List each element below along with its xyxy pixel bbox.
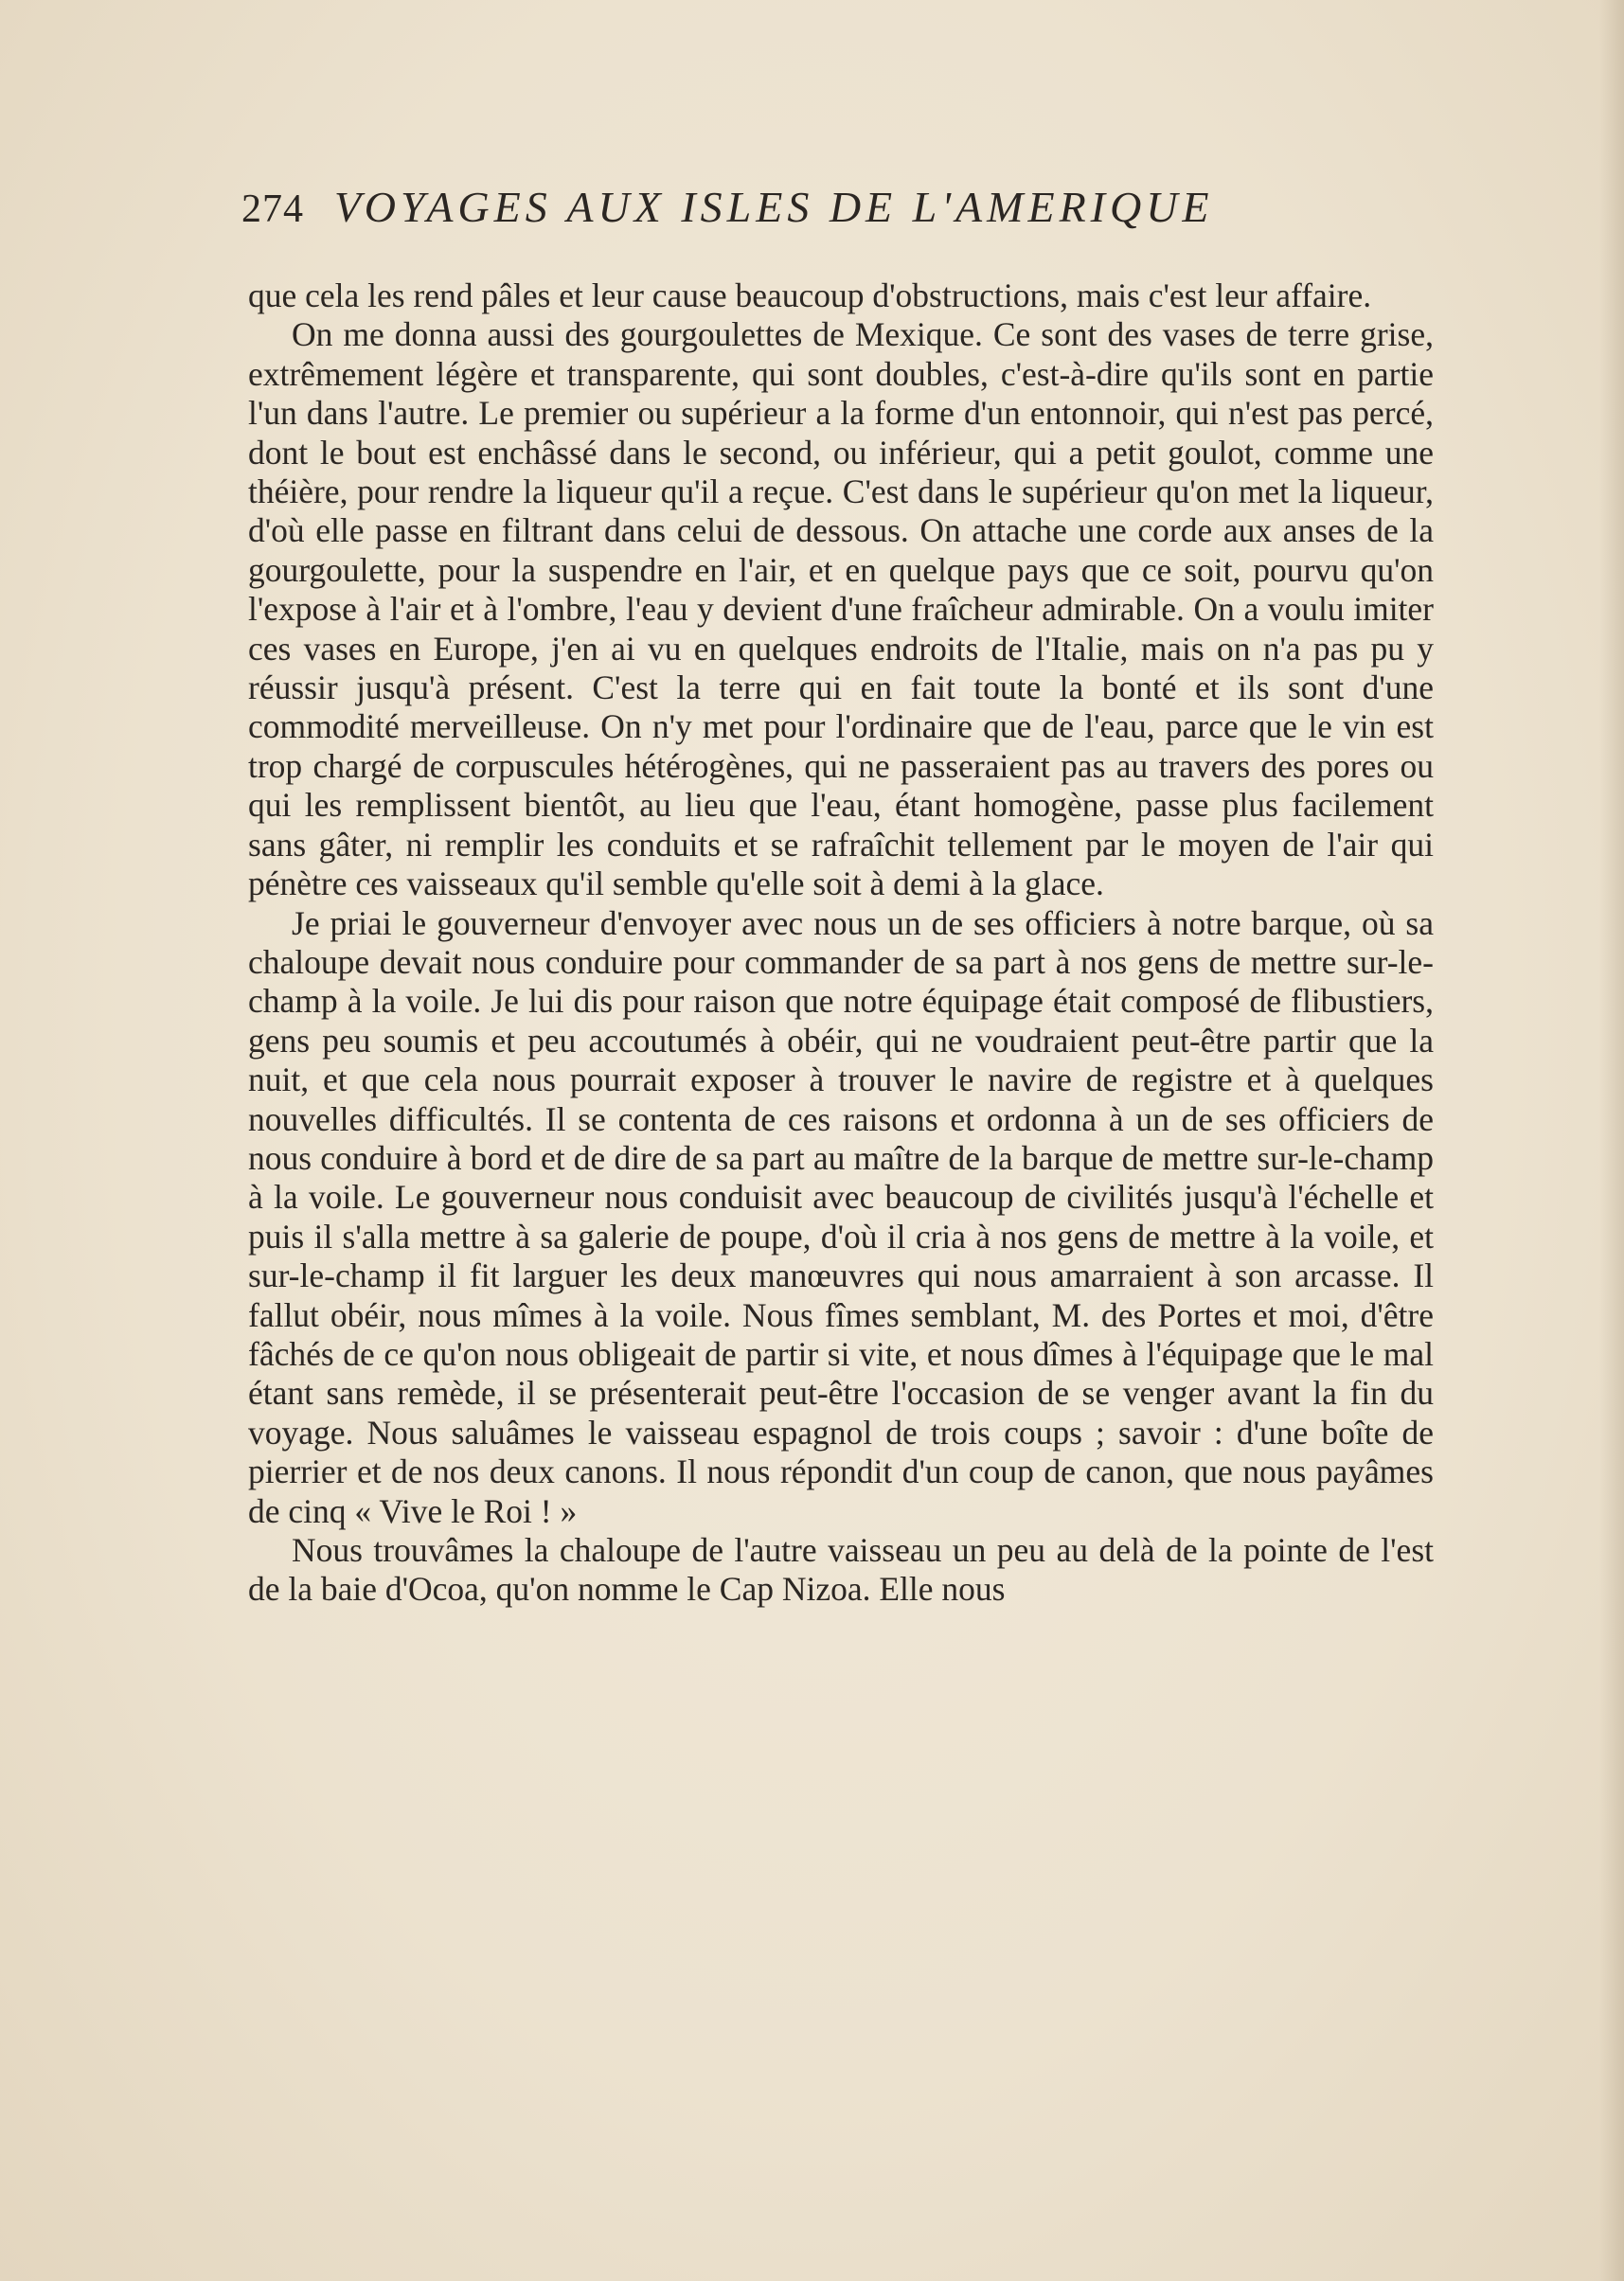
paragraph: On me donna aussi des gourgoulettes de Mexique. Ce sont des vases de terre grise, extrêmement légère et transparente, qui sont doubles, c'est-à-dire qu'ils sont en partie l'un dans l'autre. Le premier ou supérieur a la forme d'un entonnoir, qui n'est pas percé, dont le bout est enchâssé dans le second, ou inférieur, qui a petit goulot, comme une théière, pour rendre la liqueur qu'il a reçue. C'est dans le supérieur qu'on met la liqueur, d'où elle passe en filtrant dans celui de dessous. On attache une corde aux anses de la gourgoulette, pour la suspendre en l'air, et en quelque pays que ce soit, pourvu qu'on l'expose à l'air et à l'ombre, l'eau y devient d'une fraîcheur admirable. On a voulu imiter ces vases en Europe, j'en ai vu en quelques endroits de l'Italie, mais on n'a pas pu y réussir jusqu'à présent. C'est la terre qui en fait toute la bonté et ils sont d'une commodité merveilleuse. On n'y met pour l'ordinaire que de l'eau, parce que le vin est trop chargé de corpuscules hétérogènes, qui ne passeraient pas au travers des pores ou qui les remplissent bientôt, au lieu que l'eau, étant homogène, passe plus facilement sans gâter, ni remplir les conduits et se rafraîchit tellement par le moyen de l'air qui pénètre ces vaisseaux qu'il semble qu'elle soit à demi à la glace.: [248, 315, 1434, 903]
running-head: [241, 182, 1435, 248]
page-edge-shadow: [1599, 0, 1624, 2281]
body-text: [248, 276, 1434, 1610]
paragraph: que cela les rend pâles et leur cause beaucoup d'obstructions, mais c'est leur affaire.: [248, 276, 1372, 314]
page-number: 274: [241, 187, 304, 231]
book-title: VOYAGES AUX ISLES DE L'AMERIQUE: [334, 183, 1214, 231]
paragraph: Je priai le gouverneur d'envoyer avec nous un de ses officiers à notre barque, où sa chaloupe devait nous conduire pour commander de sa part à nos gens de mettre sur-le-champ à la voile. Je lui dis pour raison que notre équipage était composé de flibustiers, gens peu soumis et peu accoutumés à obéir, qui ne voudraient peut-être partir que la nuit, et que cela nous pourrait exposer à trouver le navire de registre et à quelques nouvelles difficultés. Il se contenta de ces raisons et ordonna à un de ses officiers de nous conduire à bord et de dire de sa part au maître de la barque de mettre sur-le-champ à la voile. Le gouverneur nous conduisit avec beaucoup de civilités jusqu'à l'échelle et puis il s'alla mettre à sa galerie de poupe, d'où il cria à nos gens de mettre à la voile, et sur-le-champ il fit larguer les deux manœuvres qui nous amarraient à son arcasse. Il fallut obéir, nous mîmes à la voile. Nous fîmes semblant, M. des Portes et moi, d'être fâchés de ce qu'on nous obligeait de partir si vite, et nous dîmes à l'équipage que le mal étant sans remède, il se présenterait peut-être l'occasion de se venger avant la fin du voyage. Nous saluâmes le vaisseau espagnol de trois coups ; savoir : d'une boîte de pierrier et de nos deux canons. Il nous répondit d'un coup de canon, que nous payâmes de cinq « Vive le Roi ! »: [248, 903, 1434, 1530]
paragraph: Nous trouvâmes la chaloupe de l'autre vaisseau un peu au delà de la pointe de l'est de la baie d'Ocoa, qu'on nomme le Cap Nizoa. Elle nous: [248, 1531, 1434, 1609]
